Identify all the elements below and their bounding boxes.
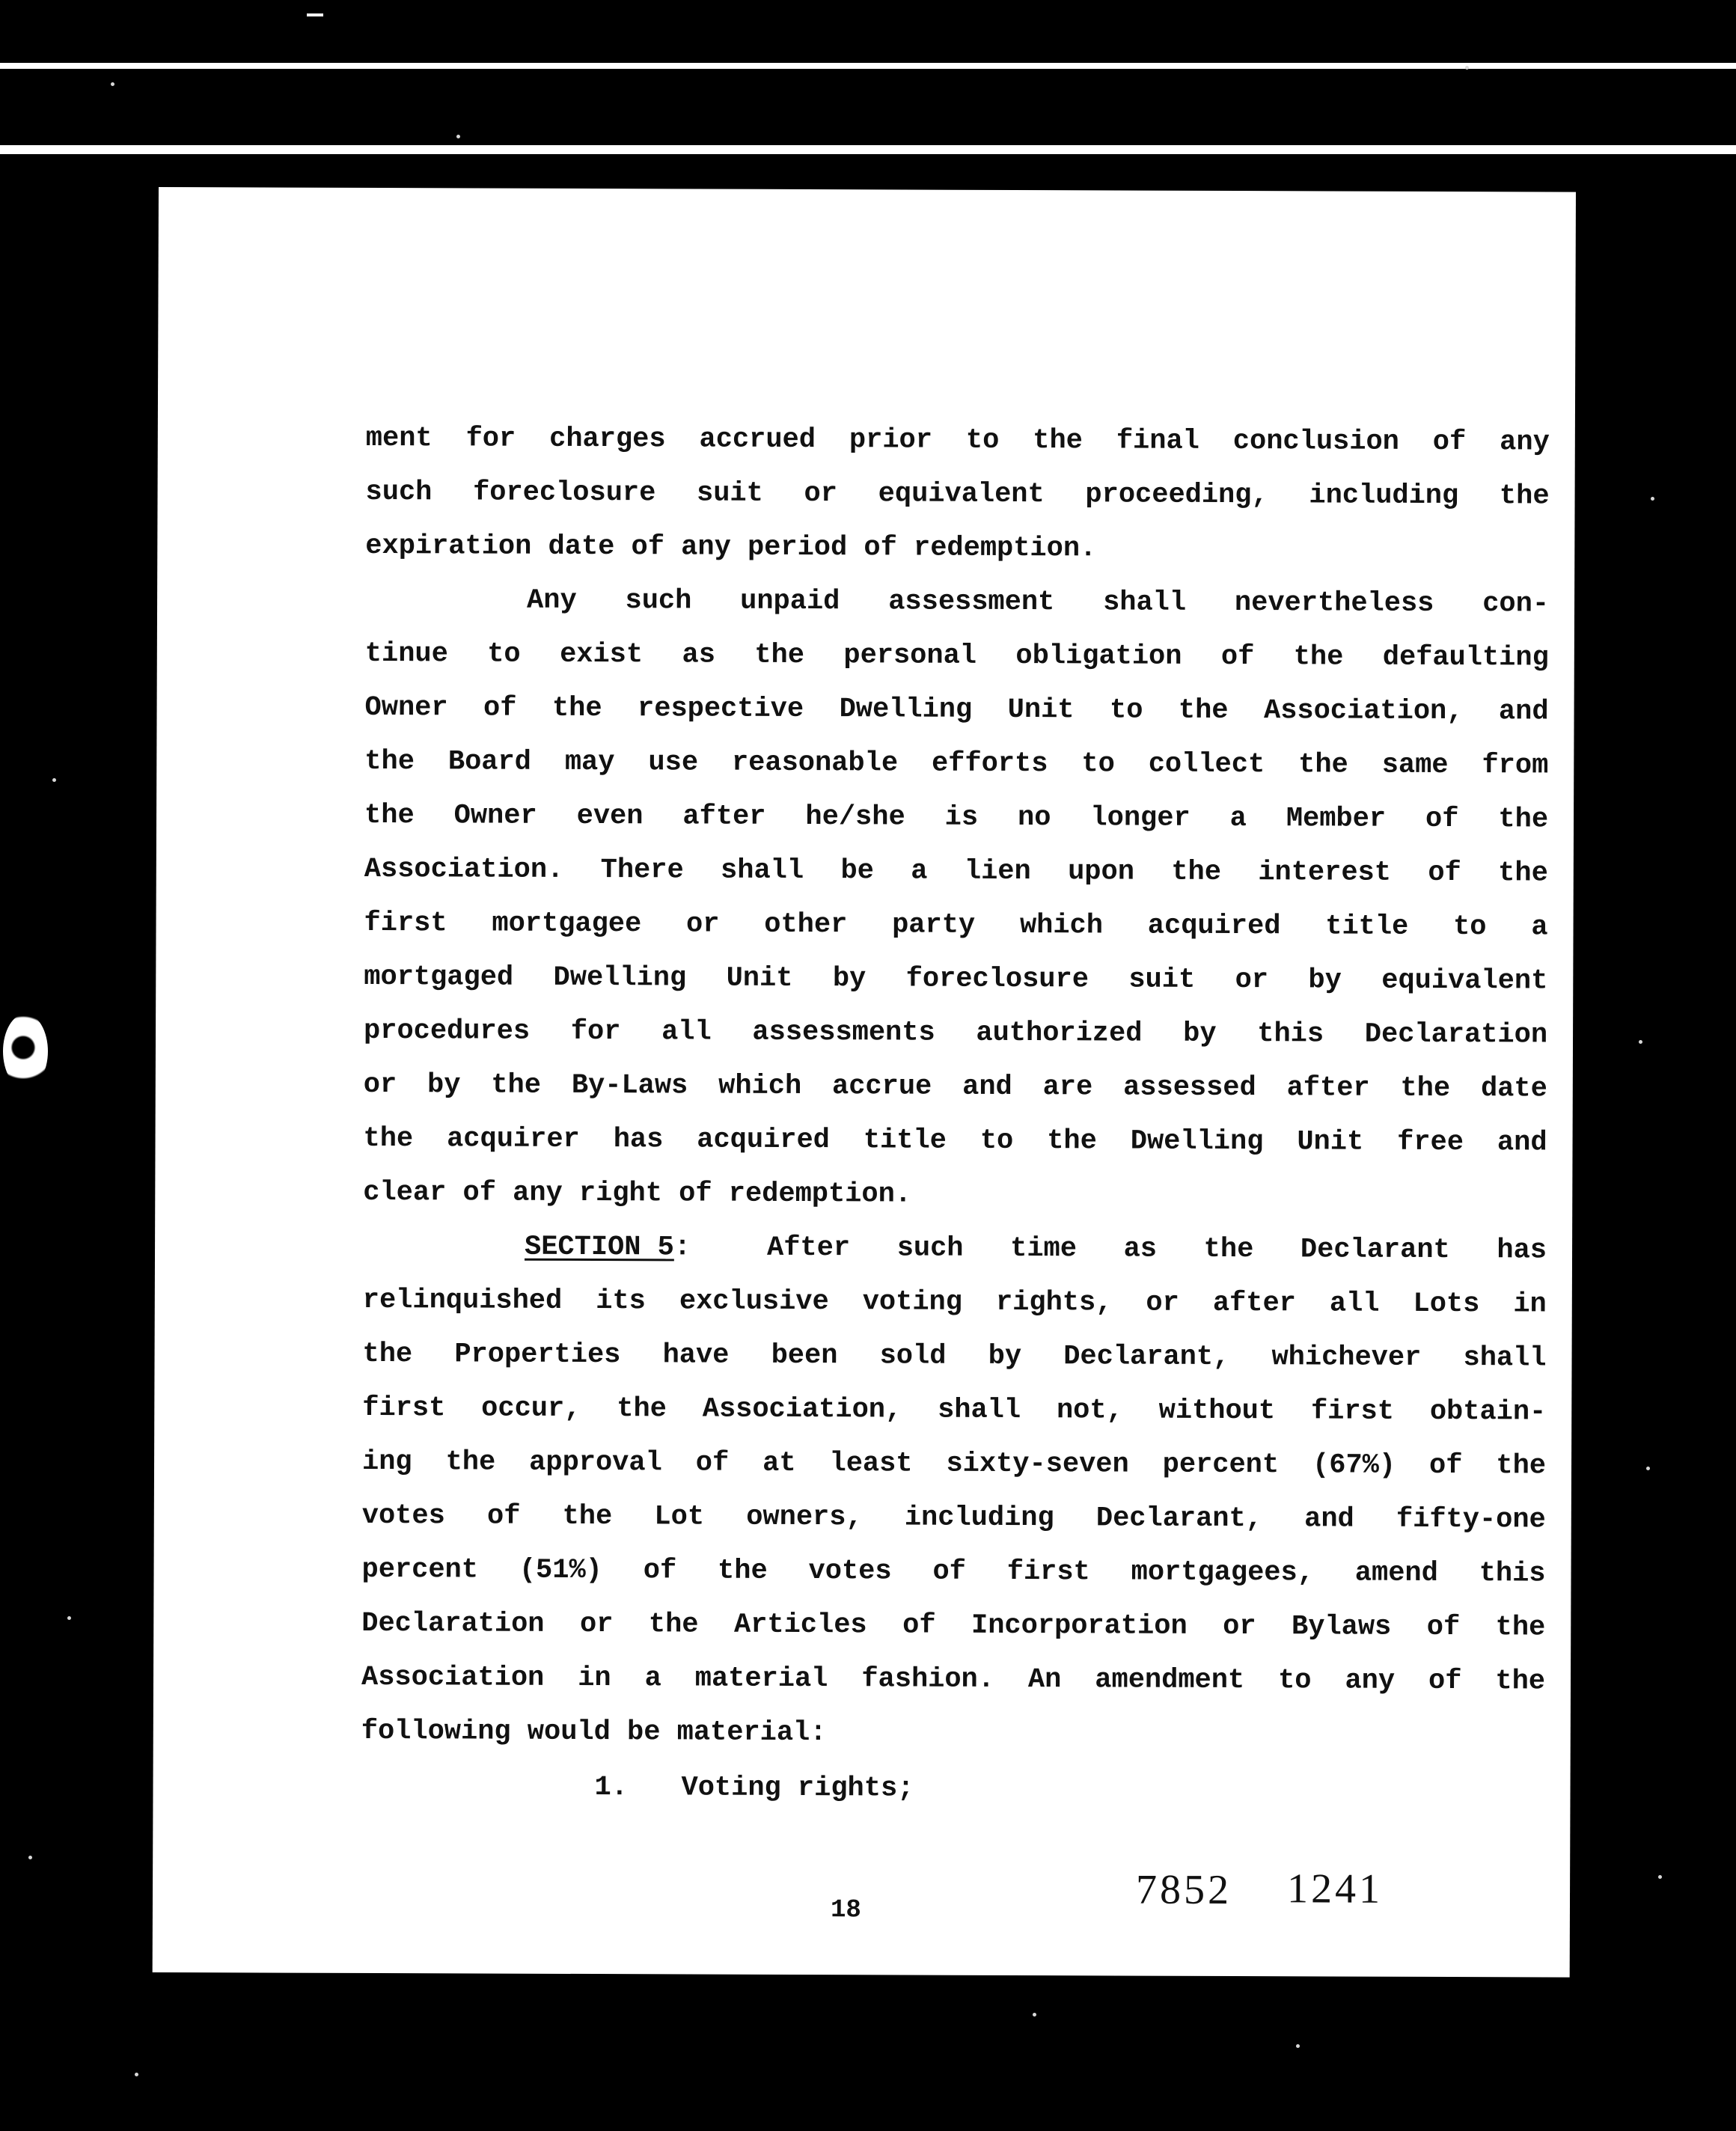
recording-stamp-page: 1241 bbox=[1286, 1865, 1384, 1913]
scan-speck bbox=[1465, 66, 1469, 70]
section-colon: : bbox=[673, 1232, 691, 1264]
scan-speck bbox=[1651, 497, 1654, 501]
page-number: 18 bbox=[830, 1896, 861, 1925]
scan-speck bbox=[456, 135, 460, 138]
body-line: the acquirer has acquired title to the Dwelling Unit free and bbox=[363, 1122, 1547, 1159]
body-line: votes of the Lot owners, including Declarant, and fifty-one bbox=[361, 1499, 1546, 1536]
scan-speck bbox=[52, 778, 56, 782]
body-line: following would be material: bbox=[361, 1715, 827, 1749]
body-line: mortgaged Dwelling Unit by foreclosure suit or by equivalent bbox=[364, 961, 1548, 997]
scan-speck bbox=[111, 82, 114, 86]
hole-punch-mark bbox=[3, 1014, 48, 1089]
section-number: SECTION 5 bbox=[524, 1231, 674, 1264]
recording-stamp-book: 7852 bbox=[1135, 1866, 1232, 1914]
scan-speck bbox=[67, 1616, 71, 1620]
body-line: clear of any right of redemption. bbox=[363, 1176, 912, 1211]
list-item-text: Voting rights; bbox=[681, 1772, 914, 1805]
scan-border-line bbox=[0, 145, 1736, 154]
list-item bbox=[594, 1774, 628, 1802]
scan-speck bbox=[1658, 1875, 1662, 1879]
body-line: Any such unpaid assessment shall nevertheless con- bbox=[527, 584, 1550, 620]
scan-speck bbox=[1033, 2013, 1036, 2017]
body-line: expiration date of any period of redemption. bbox=[365, 530, 1097, 565]
scan-speck bbox=[1639, 1040, 1642, 1044]
body-line: or by the By-Laws which accrue and are assessed after the date bbox=[363, 1068, 1547, 1105]
scan-speck bbox=[1296, 2044, 1300, 2048]
section-intro-text: After such time as the Declarant has bbox=[766, 1232, 1547, 1267]
body-line: first mortgagee or other party which acquired title to a bbox=[364, 907, 1548, 944]
scan-border-line bbox=[0, 63, 1736, 69]
body-line: Declaration or the Articles of Incorporation or Bylaws of the bbox=[361, 1607, 1546, 1644]
body-line: the Properties have been sold by Declarant, whichever shall bbox=[362, 1338, 1547, 1375]
body-line: Association in a material fashion. An amendment to any of the bbox=[361, 1661, 1546, 1698]
body-line: first occur, the Association, shall not, without first obtain- bbox=[362, 1392, 1547, 1428]
body-line: such foreclosure suit or equivalent proceeding, including the bbox=[365, 476, 1550, 513]
body-line: percent (51%) of the votes of first mortgagees, amend this bbox=[361, 1553, 1546, 1590]
scan-speck bbox=[135, 2073, 138, 2076]
body-line: Association. There shall be a lien upon the interest of the bbox=[364, 853, 1548, 890]
body-line: ing the approval of at least sixty-seven percent (67%) of the bbox=[361, 1446, 1547, 1482]
list-item-number: 1. bbox=[594, 1772, 629, 1804]
scan-artifact bbox=[307, 13, 323, 16]
body-line: Owner of the respective Dwelling Unit to the Association, and bbox=[364, 691, 1549, 728]
scan-speck bbox=[28, 1856, 32, 1859]
body-line: the Owner even after he/she is no longer a Member of the bbox=[364, 799, 1549, 836]
section-heading bbox=[524, 1231, 691, 1264]
body-line: relinquished its exclusive voting rights, or after all Lots in bbox=[362, 1284, 1547, 1321]
body-line: procedures for all assessments authorized by this Declaration bbox=[363, 1015, 1548, 1051]
document-page bbox=[153, 187, 1576, 1978]
body-line: the Board may use reasonable efforts to collect the same from bbox=[364, 745, 1549, 782]
body-line: ment for charges accrued prior to the final conclusion of any bbox=[365, 422, 1550, 459]
scan-speck bbox=[1646, 1467, 1650, 1470]
body-line: tinue to exist as the personal obligation of the defaulting bbox=[364, 638, 1549, 674]
